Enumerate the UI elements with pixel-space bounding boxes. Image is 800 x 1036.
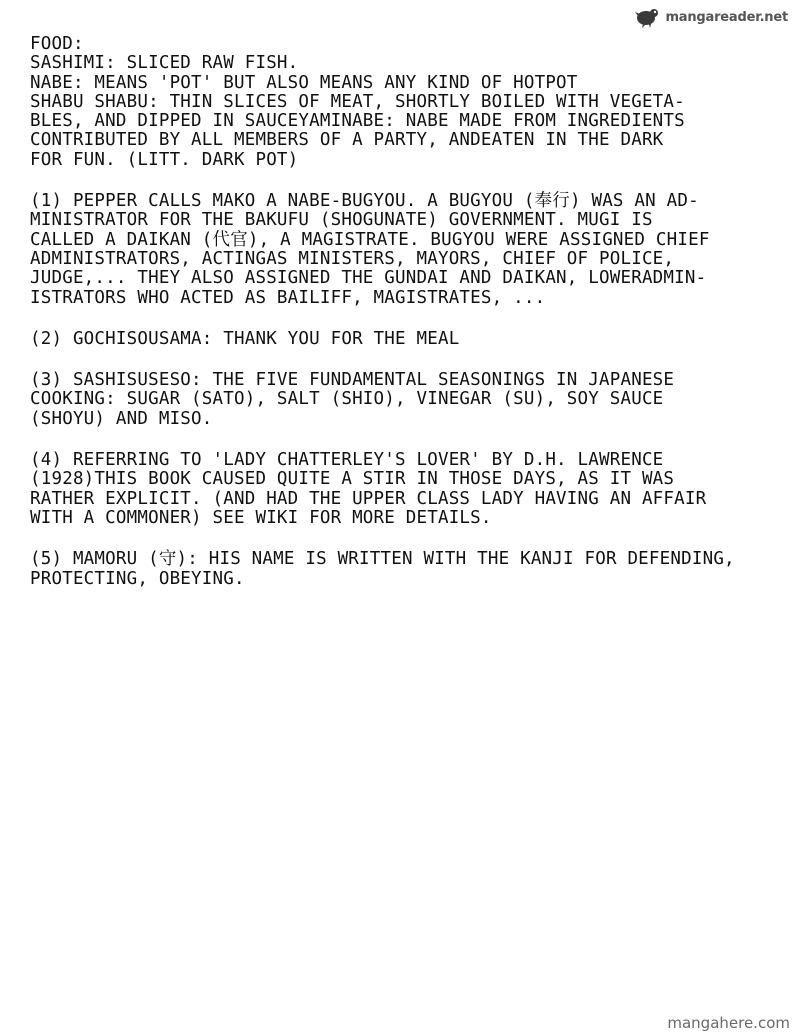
note-line: PROTECTING, OBEYING. (30, 568, 245, 589)
note-line: (SHOYU) AND MISO. (30, 408, 213, 429)
note-3 (30, 371, 730, 429)
note-line: ISTRATORS WHO ACTED AS BAILIFF, MAGISTRATES, ... (30, 287, 546, 308)
note-2 (30, 330, 730, 349)
note-line: SHABU SHABU: THIN SLICES OF MEAT, SHORTLY BOILED WITH VEGETA- (30, 91, 685, 112)
note-line: COOKING: SUGAR (SATO), SALT (SHIO), VINEGAR (SU), SOY SAUCE (30, 389, 664, 410)
note-line: BLES, AND DIPPED IN SAUCEYAMINABE: NABE MADE FROM INGREDIENTS (30, 111, 685, 132)
note-line: (1) PEPPER CALLS MAKO A NABE-BUGYOU. A BUGYOU (奉行) WAS AN AD- (30, 191, 699, 212)
note-1 (30, 192, 730, 308)
note-line: RATHER EXPLICIT. (AND HAD THE UPPER CLASS LADY HAVING AN AFFAIR (30, 488, 707, 509)
note-line: FOR FUN. (LITT. DARK POT) (30, 149, 299, 170)
notes-content (30, 34, 735, 611)
note-line: SASHIMI: SLICED RAW FISH. (30, 53, 299, 74)
note-line: CALLED A DAIKAN (代官), A MAGISTRATE. BUGYOU WERE ASSIGNED CHIEF (30, 229, 710, 250)
note-line: JUDGE,... THEY ALSO ASSIGNED THE GUNDAI AND DAIKAN, LOWERADMIN- (30, 268, 707, 289)
note-5 (30, 549, 735, 589)
note-line: (1928)THIS BOOK CAUSED QUITE A STIR IN THOSE DAYS, AS IT WAS (30, 469, 675, 490)
note-line: MINISTRATOR FOR THE BAKUFU (SHOGUNATE) GOVERNMENT. MUGI IS (30, 210, 653, 231)
note-line: (5) MAMORU (守): HIS NAME IS WRITTEN WITH THE KANJI FOR DEFENDING, (30, 549, 735, 570)
note-4 (30, 451, 730, 528)
mangareader-logo-icon (635, 6, 661, 28)
note-line: ADMINISTRATORS, ACTINGAS MINISTERS, MAYORS, CHIEF OF POLICE, (30, 248, 675, 269)
note-line: NABE: MEANS 'POT' BUT ALSO MEANS ANY KIND OF HOTPOT (30, 72, 578, 93)
watermark-top-text: mangareader.net (665, 9, 788, 25)
note-line: (2) GOCHISOUSAMA: THANK YOU FOR THE MEAL (30, 328, 460, 349)
note-line: (3) SASHISUSESO: THE FIVE FUNDAMENTAL SEASONINGS IN JAPANESE (30, 370, 675, 391)
note-line: (4) REFERRING TO 'LADY CHATTERLEY'S LOVER' BY D.H. LAWRENCE (30, 450, 664, 471)
note-line: CONTRIBUTED BY ALL MEMBERS OF A PARTY, ANDEATEN IN THE DARK (30, 130, 664, 151)
note-line: WITH A COMMONER) SEE WIKI FOR MORE DETAILS. (30, 507, 492, 528)
watermark-bottom-text: mangahere.com (667, 1014, 790, 1032)
note-food (30, 35, 730, 170)
note-line: FOOD: (30, 34, 84, 54)
watermark-top (635, 6, 788, 28)
